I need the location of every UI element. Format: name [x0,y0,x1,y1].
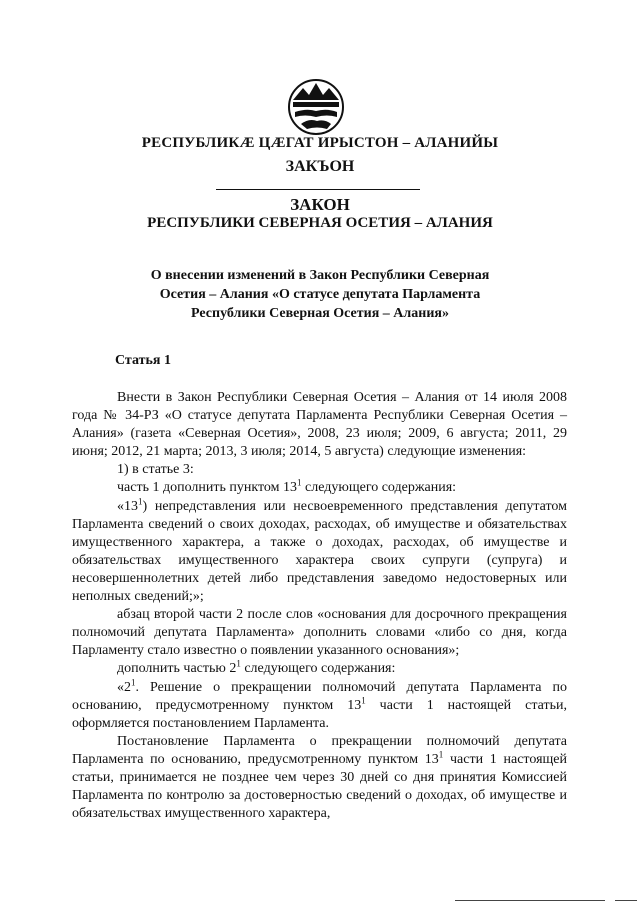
paragraph: Внести в Закон Республики Северная Осетия – Алания от 14 июля 2008 года № 34-РЗ «О статусе депутата Парламента Республики Северная Осетия – Алания» (газета «Северная Осетия», 2008, 23 июля; 2009, 6 августа; 2011, 29 июня; 2012, 21 марта; 2013, 3 июля; 2014, 5 августа) следующие изменения: [72,390,567,460]
divider [216,189,420,190]
paragraph: дополнить частью $2^1$ следующего содержания: [117,658,396,677]
subject-line: Республики Северная Осетия – Алания» [191,306,449,321]
republic-title-russian: РЕСПУБЛИКИ СЕВЕРНАЯ ОСЕТИЯ – АЛАНИЯ [147,215,493,231]
law-subject [60,266,580,323]
republic-title-ossetian: РЕСПУБЛИКÆ ЦÆГАТ ИРЫСТОН – АЛАНИЙЫ [141,135,499,151]
paragraph: часть 1 дополнить пунктом $13^1$ следующего содержания: [117,477,457,496]
paragraph: «$13^1$) непредставления или несвоевременного представления депутатом Парламента сведений о своих доходах, расходах, об имуществе и обязательствах имущественного характера, а также о доходах, расходах, об имуществе и обязательствах имущественного характера своих супруги (супруга) и несовершеннолетних детей либо представления заведомо недостоверных или неполных сведений;»; [72,495,567,605]
subject-line: О внесении изменений в Закон Республики Северная [150,268,490,283]
paragraph: 1) в статье 3: [117,462,194,478]
paragraph: абзац второй части 2 после слов «основания для досрочного прекращения полномочий депутата Парламента» дополнить словами «либо со дня, когда Парламенту стало известно о появлении указанного основания»; [72,607,567,659]
footer-line [455,900,605,901]
law-body-text [72,389,567,823]
footer-dash [615,900,637,901]
law-title-ossetian: ЗАКЪОН [285,158,355,175]
coat-of-arms-emblem [287,78,345,136]
law-title-russian: ЗАКОН [290,195,350,214]
paragraph: «$2^1$. Решение о прекращении полномочий депутата Парламента по основанию, предусмотренному пунктом $13^1$ части 1 настоящей статьи, оформляется постановлением Парламента. [72,676,567,731]
article-heading: Статья 1 [115,353,171,368]
paragraph: Постановление Парламента о прекращении полномочий депутата Парламента по основанию, предусмотренному пунктом $13^1$ части 1 настоящей статьи, принимается не позднее чем через 30 дней со дня принятия Комиссией Парламента по контролю за достоверностью сведений о доходах, об имуществе и обязательствах имущественного характера, [72,733,567,822]
subject-line: Осетия – Алания «О статусе депутата Парламента [159,287,481,302]
